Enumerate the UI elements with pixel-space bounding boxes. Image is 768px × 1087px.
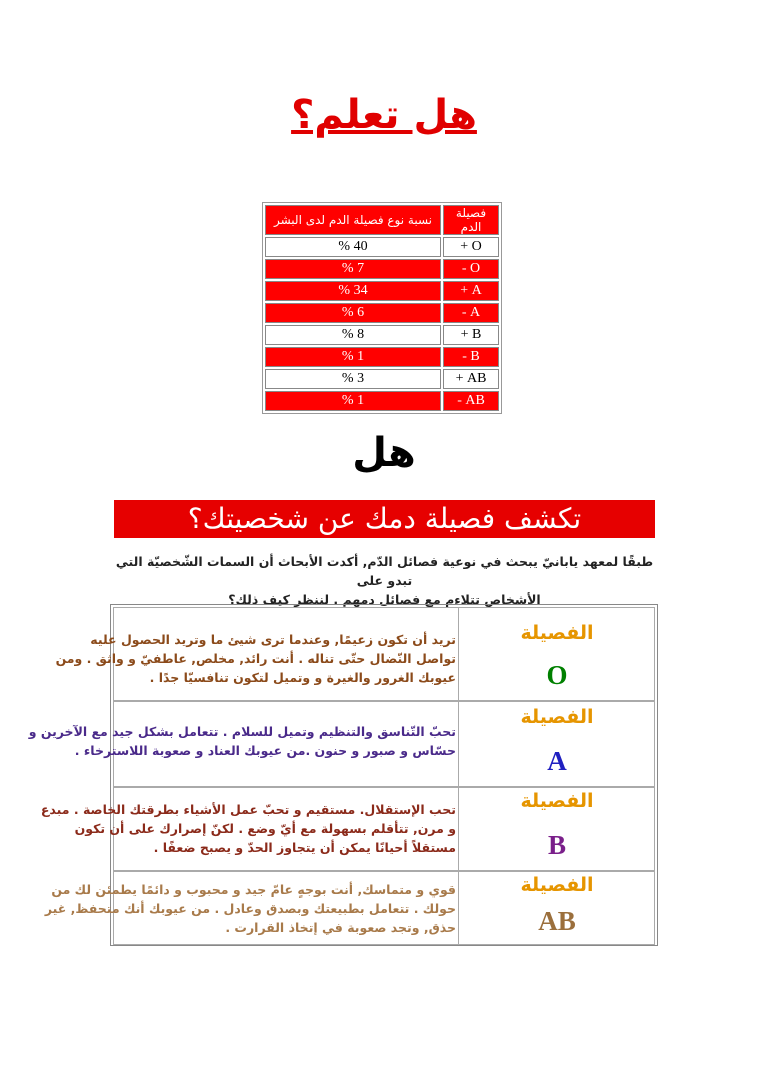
title-text: هل تعلم؟ [291, 92, 477, 138]
percent-cell: 1 % [265, 347, 441, 367]
label-cell [460, 788, 654, 870]
percent-cell: 1 % [265, 391, 441, 411]
header-percentage: نسبة نوع فصيلة الدم لدى البشر [265, 205, 441, 235]
table-row [265, 237, 499, 257]
percent-cell: 6 % [265, 303, 441, 323]
label-cell [460, 702, 654, 786]
intro-line: الأشخاص تتلاءم مع فصائل دمهم . لننظر كيف ذلك؟ [228, 592, 541, 607]
blood-type-table [262, 202, 502, 414]
table-row [265, 391, 499, 411]
description-line: حذق, وتجد صعوبة في إتخاذ القرارت . [225, 920, 456, 935]
table-row [265, 325, 499, 345]
label-cell [460, 608, 654, 700]
personality-row-b [40, 787, 655, 871]
group-letter: A [547, 746, 567, 776]
table-row [265, 369, 499, 389]
group-label: الفصيلة [520, 790, 594, 812]
group-label: الفصيلة [520, 874, 594, 896]
percent-cell: 3 % [265, 369, 441, 389]
blood-type-cell: A + [443, 281, 499, 301]
page-title [0, 92, 768, 138]
percent-cell: 34 % [265, 281, 441, 301]
personality-row-o [55, 607, 655, 701]
header-blood-type: فصيلة الدم [443, 205, 499, 235]
table-row [265, 259, 499, 279]
description-cell [28, 702, 459, 786]
description-line: تواصل النّضال حتّى تناله . أنت رائد, مخلص, عاطفيّ و واثق . ومن [55, 651, 456, 666]
table-row [265, 281, 499, 301]
group-letter: AB [538, 906, 576, 936]
percent-cell: 40 % [265, 237, 441, 257]
intro-paragraph [112, 552, 657, 609]
description-line: حسّاس و صبور و حنون .من عيوبك العناد و صعوبة اللاسترخاء . [74, 743, 456, 758]
banner: تكشف فصيلة دمك عن شخصيتك؟ [114, 500, 655, 538]
description-line: مستقلاً أحيانًا يمكن أن يتجاوز الحدّ و يصبح ضعفًا . [153, 840, 456, 855]
percent-cell: 7 % [265, 259, 441, 279]
group-letter: B [547, 830, 566, 860]
question-heading: هل [352, 430, 416, 476]
description-line: تحب الإستقلال. مستقيم و تحبّ عمل الأشياء بطرقتك الخاصة . مبدع [40, 802, 456, 817]
personality-table [28, 604, 658, 946]
group-label: الفصيلة [520, 706, 594, 728]
description-cell [55, 608, 459, 700]
table-row [265, 347, 499, 367]
personality-row-ab [44, 871, 655, 945]
description-line: تريد أن تكون زعيمًا, وعندما ترى شيئ ما وتريد الحصول عليه [90, 632, 456, 647]
blood-type-cell: AB + [443, 369, 499, 389]
blood-type-cell: A - [443, 303, 499, 323]
blood-type-cell: O - [443, 259, 499, 279]
intro-line: طبقًا لمعهد يابانيّ يبحث في نوعية فصائل الدّم, أكدت الأبحاث أن السمات الشّخصيّة التي تبدو على [115, 554, 654, 588]
label-cell [460, 872, 654, 944]
personality-row-a [28, 701, 655, 787]
blood-type-cell: B - [443, 347, 499, 367]
group-label: الفصيلة [520, 622, 594, 644]
group-letter: O [546, 660, 568, 690]
description-cell [40, 788, 459, 870]
description-cell [44, 872, 459, 944]
blood-type-cell: AB - [443, 391, 499, 411]
description-line: قوي و متماسك, أنت بوجهٍ عامّ جيد و محبوب و دائمًا يطمئن لك من [51, 882, 456, 897]
description-line: و مرن, تتأقلم بسهولة مع أيّ وضع . لكنّ إصرارك على أن تكون [74, 821, 456, 836]
blood-type-cell: B + [443, 325, 499, 345]
description-line: حولك . تتعامل بطبيعتك وبصدق وعادل . من عيوبك أنك متحفظ, غير [44, 901, 456, 916]
table-row [265, 303, 499, 323]
percent-cell: 8 % [265, 325, 441, 345]
description-line: تحبّ التّناسق والتنظيم وتميل للسلام . تتعامل بشكل جيد مع الآخرين و [28, 724, 456, 739]
blood-type-cell: O + [443, 237, 499, 257]
description-line: عيوبك الغرور والغيرة و وتميل لتكون تنافسيّا جدًا . [149, 670, 456, 685]
